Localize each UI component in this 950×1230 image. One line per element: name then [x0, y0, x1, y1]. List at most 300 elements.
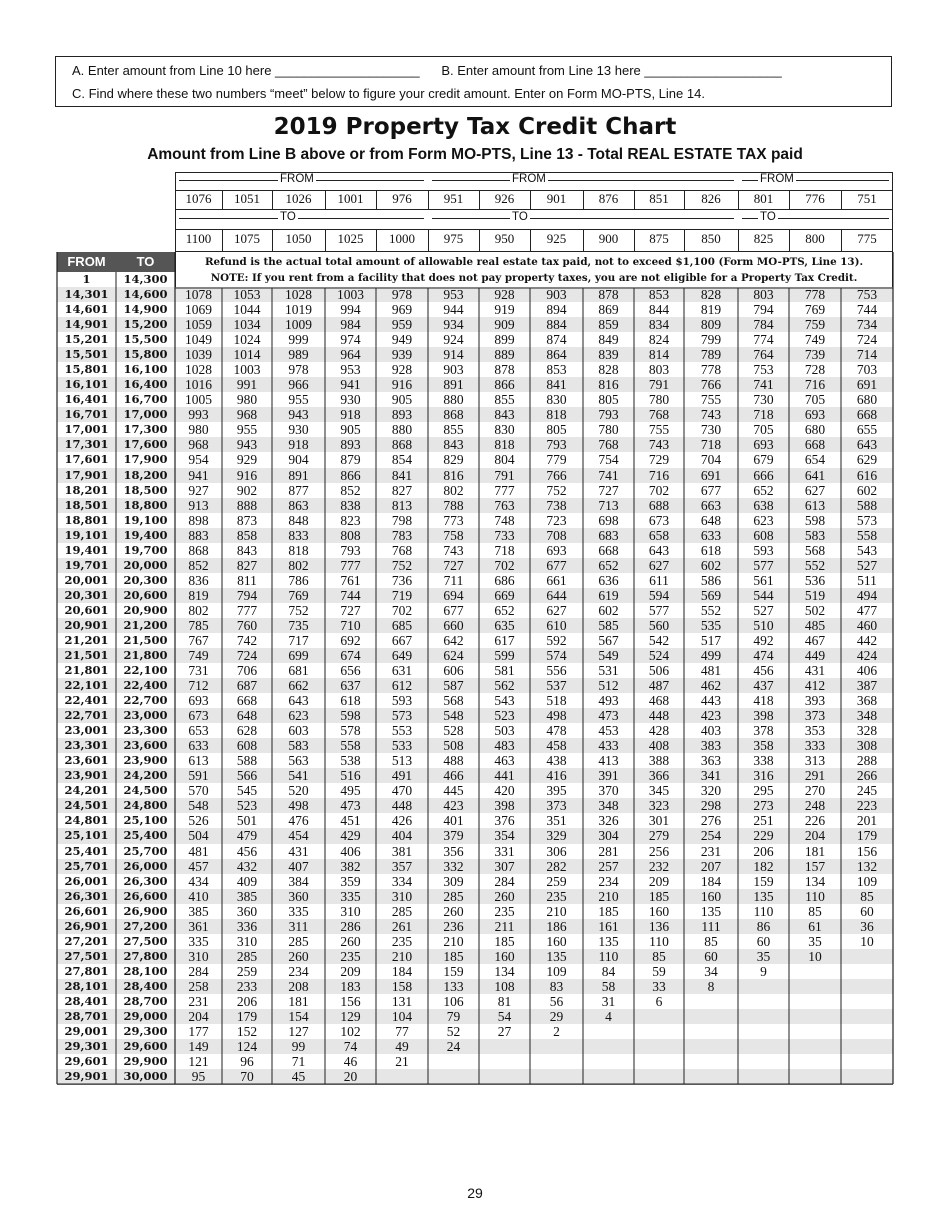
credit-amount: 1049 — [185, 332, 212, 348]
credit-amount: 488 — [443, 753, 464, 769]
credit-amount: 1005 — [185, 392, 212, 408]
credit-amount: 768 — [391, 542, 413, 558]
credit-amount: 693 — [546, 542, 567, 558]
income-from: 23,901 — [64, 768, 109, 783]
header-col-divider — [684, 190, 685, 209]
credit-amount: 673 — [648, 512, 670, 528]
credit-amount: 326 — [598, 813, 619, 829]
credit-amount: 779 — [546, 452, 567, 468]
credit-amount: 398 — [753, 708, 774, 724]
credit-amount: 520 — [288, 783, 309, 799]
credit-amount: 999 — [288, 332, 309, 348]
credit-amount: 836 — [188, 572, 209, 588]
credit-amount: 260 — [288, 948, 309, 964]
credit-amount: 332 — [443, 858, 464, 874]
credit-amount: 583 — [288, 738, 309, 754]
income-from: 17,901 — [64, 467, 109, 482]
credit-amount: 152 — [236, 1024, 258, 1039]
credit-amount: 834 — [648, 317, 670, 333]
credit-amount: 110 — [598, 948, 619, 964]
income-from: 16,401 — [64, 392, 109, 407]
credit-amount: 432 — [236, 858, 258, 874]
income-to: 15,200 — [123, 317, 168, 332]
credit-amount: 652 — [494, 602, 515, 618]
credit-amount: 764 — [753, 347, 774, 363]
credit-amount: 462 — [700, 678, 722, 694]
credit-amount: 24 — [446, 1039, 461, 1055]
credit-amount: 79 — [446, 1008, 461, 1024]
credit-amount: 156 — [856, 843, 878, 859]
credit-amount: 1014 — [233, 347, 261, 363]
credit-amount: 793 — [598, 407, 619, 423]
header-col-divider — [325, 229, 326, 252]
income-to: 29,600 — [123, 1039, 168, 1054]
credit-amount: 398 — [494, 798, 515, 814]
credit-amount: 95 — [191, 1069, 206, 1085]
credit-amount: 864 — [546, 347, 567, 363]
credit-amount: 448 — [648, 708, 670, 724]
credit-amount: 878 — [494, 362, 515, 378]
credit-amount: 403 — [700, 723, 722, 739]
credit-amount: 381 — [391, 843, 413, 859]
column-to-value: 850 — [701, 231, 721, 246]
income-to: 26,000 — [123, 858, 168, 873]
credit-amount: 286 — [340, 918, 361, 934]
credit-amount: 495 — [340, 783, 361, 799]
credit-amount: 304 — [598, 828, 619, 844]
credit-amount: 635 — [494, 617, 515, 633]
credit-amount: 85 — [860, 888, 874, 904]
credit-amount: 560 — [648, 617, 670, 633]
credit-amount: 859 — [598, 317, 619, 333]
credit-amount: 633 — [188, 738, 209, 754]
credit-amount: 556 — [546, 663, 567, 679]
credit-amount: 679 — [753, 452, 774, 468]
credit-amount: 523 — [494, 708, 515, 724]
table-row — [57, 422, 893, 437]
credit-amount: 77 — [395, 1024, 409, 1039]
credit-amount: 517 — [700, 632, 722, 648]
income-from: 20,001 — [64, 572, 109, 587]
credit-amount: 52 — [446, 1024, 461, 1039]
credit-amount: 802 — [288, 557, 309, 573]
credit-amount: 382 — [340, 858, 361, 874]
credit-amount: 453 — [598, 723, 619, 739]
credit-amount: 348 — [598, 798, 619, 814]
credit-amount: 248 — [804, 798, 826, 814]
credit-amount: 816 — [443, 467, 464, 483]
credit-amount: 563 — [288, 753, 309, 769]
credit-amount: 27 — [497, 1024, 512, 1039]
credit-amount: 373 — [804, 708, 826, 724]
credit-amount: 229 — [753, 828, 774, 844]
income-to: 21,800 — [123, 648, 168, 662]
credit-amount: 778 — [700, 362, 722, 378]
credit-amount: 311 — [288, 918, 309, 934]
credit-amount: 893 — [391, 407, 413, 423]
credit-amount: 124 — [236, 1039, 258, 1055]
credit-amount: 813 — [391, 497, 413, 513]
credit-amount: 345 — [648, 783, 670, 799]
credit-amount: 245 — [856, 783, 878, 799]
table-row — [57, 753, 893, 768]
credit-amount: 578 — [340, 723, 361, 739]
credit-amount: 36 — [860, 918, 874, 934]
credit-amount: 127 — [288, 1024, 309, 1039]
credit-amount: 298 — [700, 798, 722, 814]
header-col-divider — [428, 229, 429, 252]
income-to: 22,400 — [123, 678, 168, 693]
credit-amount: 623 — [288, 708, 309, 724]
credit-amount: 457 — [188, 858, 209, 874]
credit-amount: 111 — [701, 918, 721, 934]
credit-amount: 924 — [443, 332, 464, 348]
table-row — [57, 964, 893, 979]
credit-amount: 259 — [546, 873, 567, 889]
credit-amount: 643 — [856, 437, 878, 453]
income-to: 21,200 — [123, 617, 168, 632]
income-from: 27,201 — [64, 933, 109, 948]
credit-amount: 504 — [188, 828, 209, 844]
credit-amount: 49 — [395, 1039, 409, 1055]
credit-amount: 978 — [391, 287, 413, 303]
credit-amount: 260 — [494, 888, 515, 904]
table-row — [57, 347, 893, 362]
credit-amount: 21 — [395, 1054, 409, 1070]
credit-amount: 858 — [236, 527, 258, 543]
credit-amount: 552 — [804, 557, 826, 573]
credit-amount: 744 — [856, 302, 878, 318]
credit-amount: 703 — [856, 362, 878, 378]
table-row — [57, 573, 893, 588]
credit-amount: 752 — [288, 602, 309, 618]
credit-amount: 102 — [340, 1024, 361, 1039]
credit-amount: 541 — [288, 768, 309, 784]
income-from: 26,901 — [64, 918, 109, 933]
credit-amount: 708 — [546, 527, 567, 543]
credit-amount: 395 — [546, 783, 567, 799]
credit-amount: 805 — [546, 422, 567, 438]
credit-amount: 423 — [443, 798, 464, 814]
header-col-divider — [479, 229, 480, 252]
credit-amount: 783 — [391, 527, 413, 543]
header-to-label-2: TO — [512, 211, 528, 223]
credit-amount: 136 — [648, 918, 670, 934]
credit-amount: 1019 — [285, 302, 312, 318]
credit-amount: 135 — [753, 888, 774, 904]
table-row — [57, 889, 893, 904]
credit-amount: 1059 — [185, 317, 212, 333]
credit-amount: 387 — [856, 678, 878, 694]
credit-amount: 613 — [804, 497, 826, 513]
credit-amount: 223 — [856, 798, 878, 814]
credit-amount: 693 — [753, 437, 774, 453]
header-col-divider — [789, 190, 790, 209]
table-row — [57, 919, 893, 934]
credit-amount: 71 — [291, 1054, 306, 1070]
column-from-value: 801 — [753, 191, 774, 206]
credit-amount: 823 — [340, 512, 361, 528]
income-to: 28,400 — [123, 978, 168, 993]
credit-amount: 843 — [443, 437, 464, 453]
credit-amount: 61 — [808, 918, 822, 934]
refund-note-line-2: NOTE: If you rent from a facility that does not pay property taxes, you are not eligible for a Property Tax Credit. — [210, 272, 858, 284]
credit-amount: 698 — [598, 512, 619, 528]
credit-amount: 357 — [391, 858, 413, 874]
income-to: 23,600 — [123, 738, 168, 753]
credit-amount: 46 — [343, 1054, 358, 1070]
income-from: 20,301 — [64, 587, 109, 602]
credit-amount: 628 — [236, 723, 258, 739]
credit-amount: 769 — [804, 302, 826, 318]
income-from: 20,601 — [64, 602, 109, 617]
credit-amount: 1053 — [233, 287, 261, 303]
credit-amount: 802 — [188, 602, 209, 618]
credit-amount: 994 — [340, 302, 361, 318]
credit-amount: 702 — [391, 602, 413, 618]
credit-amount: 184 — [391, 963, 413, 979]
credit-amount: 498 — [288, 798, 309, 814]
credit-amount: 573 — [391, 708, 413, 724]
credit-amount: 335 — [340, 888, 361, 904]
credit-amount: 232 — [648, 858, 670, 874]
credit-amount: 549 — [598, 648, 619, 663]
credit-amount: 335 — [288, 903, 309, 919]
credit-amount: 794 — [236, 587, 258, 603]
credit-amount: 235 — [546, 888, 567, 904]
income-to: 26,900 — [123, 903, 168, 918]
credit-amount: 884 — [546, 317, 567, 333]
credit-amount: 510 — [753, 617, 774, 633]
income-to: 20,000 — [123, 557, 168, 572]
credit-amount: 361 — [188, 918, 209, 934]
table-row — [57, 693, 893, 708]
table-row — [57, 483, 893, 498]
table-row — [57, 949, 893, 964]
income-from: 24,501 — [64, 798, 109, 813]
credit-amount: 778 — [804, 287, 826, 303]
credit-amount: 624 — [443, 648, 464, 663]
credit-amount: 536 — [804, 572, 826, 588]
credit-amount: 106 — [443, 993, 464, 1009]
credit-amount: 602 — [856, 482, 878, 498]
credit-amount: 686 — [494, 572, 515, 588]
income-to: 16,700 — [123, 392, 168, 407]
credit-amount: 129 — [340, 1008, 361, 1024]
credit-amount: 503 — [494, 723, 515, 739]
credit-amount: 793 — [340, 542, 361, 558]
credit-amount: 658 — [648, 527, 670, 543]
credit-amount: 499 — [700, 648, 722, 663]
credit-amount: 593 — [753, 542, 774, 558]
credit-amount: 818 — [494, 437, 515, 453]
credit-amount: 407 — [288, 858, 309, 874]
credit-amount: 586 — [700, 572, 722, 588]
credit-amount: 493 — [598, 693, 619, 709]
table-row — [57, 633, 893, 648]
credit-amount: 687 — [236, 678, 258, 694]
header-col-divider — [222, 229, 223, 252]
credit-amount: 159 — [753, 873, 774, 889]
credit-amount: 993 — [188, 407, 209, 423]
table-row — [57, 407, 893, 422]
credit-amount: 552 — [700, 602, 722, 618]
header-to-label-3: TO — [760, 211, 776, 223]
header-col-divider — [376, 229, 377, 252]
credit-amount: 523 — [236, 798, 258, 814]
credit-amount: 702 — [494, 557, 515, 573]
credit-amount: 568 — [804, 542, 826, 558]
credit-amount: 256 — [648, 843, 670, 859]
credit-amount: 955 — [288, 392, 309, 408]
credit-amount: 301 — [648, 813, 670, 829]
credit-amount: 904 — [288, 452, 309, 468]
credit-amount: 474 — [753, 648, 774, 663]
header-to-rule-2 — [432, 218, 734, 219]
income-to: 18,500 — [123, 482, 168, 497]
credit-amount: 693 — [188, 693, 209, 709]
income-to: 18,800 — [123, 497, 168, 512]
column-from-value: 776 — [805, 191, 825, 206]
header-to-label-1: TO — [280, 211, 296, 223]
credit-amount: 1039 — [185, 347, 212, 363]
credit-amount: 669 — [494, 587, 515, 603]
income-to: 23,300 — [123, 723, 168, 738]
table-row — [57, 588, 893, 603]
income-from: 17,001 — [64, 422, 109, 437]
credit-amount: 285 — [391, 903, 413, 919]
credit-amount: 257 — [598, 858, 619, 874]
income-to: 29,300 — [123, 1024, 168, 1038]
credit-amount: 754 — [598, 452, 619, 468]
income-from: 17,601 — [64, 452, 109, 467]
credit-amount: 160 — [546, 933, 567, 949]
table-row — [57, 528, 893, 543]
credit-amount: 251 — [753, 813, 774, 829]
credit-amount: 1034 — [233, 317, 261, 333]
credit-amount: 491 — [391, 768, 413, 784]
header-col-divider — [272, 190, 273, 209]
header-col-divider — [634, 229, 635, 252]
income-from: 20,901 — [64, 617, 109, 632]
credit-amount: 261 — [391, 918, 413, 934]
table-row — [57, 648, 893, 663]
credit-amount: 1078 — [185, 287, 212, 303]
credit-amount: 919 — [494, 302, 515, 318]
header-col-divider — [583, 190, 584, 209]
credit-amount: 903 — [443, 362, 464, 378]
credit-amount: 85 — [704, 933, 718, 949]
credit-amount: 385 — [236, 888, 258, 904]
table-row — [57, 1054, 893, 1069]
credit-amount: 619 — [598, 587, 619, 603]
credit-amount: 855 — [443, 422, 464, 438]
credit-amount: 445 — [443, 783, 464, 799]
credit-amount: 955 — [236, 422, 258, 438]
credit-amount: 641 — [804, 467, 826, 483]
credit-amount: 627 — [648, 557, 670, 573]
credit-amount: 788 — [443, 497, 464, 513]
credit-amount: 916 — [391, 377, 413, 393]
credit-amount: 260 — [340, 933, 361, 949]
credit-amount: 848 — [288, 512, 309, 528]
credit-amount: 883 — [188, 527, 209, 543]
table-row — [57, 708, 893, 723]
credit-amount: 412 — [804, 678, 826, 694]
column-from-value: 1001 — [337, 191, 364, 206]
credit-amount: 467 — [804, 632, 826, 648]
credit-amount: 843 — [494, 407, 515, 423]
credit-amount: 183 — [340, 978, 361, 994]
income-from: 15,801 — [64, 362, 109, 377]
credit-amount: 185 — [443, 948, 464, 964]
credit-amount: 313 — [804, 753, 826, 769]
credit-amount: 879 — [340, 452, 361, 468]
credit-amount: 618 — [340, 693, 361, 709]
credit-amount: 360 — [236, 903, 258, 919]
credit-amount: 638 — [753, 497, 774, 513]
credit-amount: 59 — [652, 963, 666, 979]
credit-amount: 434 — [188, 873, 209, 889]
credit-amount: 727 — [443, 557, 464, 573]
credit-amount: 544 — [753, 587, 774, 603]
credit-amount: 558 — [340, 738, 361, 754]
credit-amount: 519 — [804, 587, 826, 603]
credit-amount: 406 — [856, 663, 878, 679]
credit-amount: 929 — [236, 452, 258, 468]
credit-amount: 893 — [340, 437, 361, 453]
credit-amount: 310 — [340, 903, 361, 919]
table-row — [57, 979, 893, 994]
credit-amount: 631 — [391, 663, 413, 679]
credit-amount: 448 — [391, 798, 413, 814]
table-row — [57, 603, 893, 618]
credit-amount: 410 — [188, 888, 209, 904]
credit-amount: 824 — [648, 332, 670, 348]
credit-amount: 953 — [443, 287, 464, 303]
credit-amount: 310 — [188, 948, 209, 964]
credit-amount: 954 — [188, 452, 209, 468]
header-from-label-3: FROM — [760, 173, 794, 185]
credit-amount: 642 — [443, 632, 464, 648]
table-row — [57, 392, 893, 407]
credit-amount: 60 — [704, 948, 718, 964]
column-to-value: 825 — [753, 231, 774, 246]
credit-amount: 442 — [856, 632, 878, 648]
credit-amount: 285 — [443, 888, 464, 904]
credit-amount: 431 — [288, 843, 309, 859]
credit-amount: 964 — [340, 347, 361, 363]
credit-amount: 969 — [391, 302, 413, 318]
credit-amount: 109 — [856, 873, 878, 889]
credit-amount: 538 — [340, 753, 361, 769]
credit-amount: 473 — [598, 708, 619, 724]
column-to-value: 775 — [857, 231, 877, 246]
credit-amount: 309 — [443, 873, 464, 889]
credit-amount: 418 — [753, 693, 774, 709]
credit-amount: 558 — [856, 527, 878, 543]
credit-amount: 944 — [443, 302, 464, 318]
credit-amount: 498 — [546, 708, 567, 724]
credit-amount: 811 — [237, 572, 257, 588]
credit-amount: 855 — [494, 392, 515, 408]
credit-amount: 524 — [648, 648, 670, 663]
column-from-value: 876 — [598, 191, 619, 206]
credit-amount: 724 — [856, 332, 878, 348]
credit-amount: 201 — [856, 813, 878, 829]
credit-amount: 968 — [188, 437, 209, 453]
credit-amount: 373 — [546, 798, 567, 814]
